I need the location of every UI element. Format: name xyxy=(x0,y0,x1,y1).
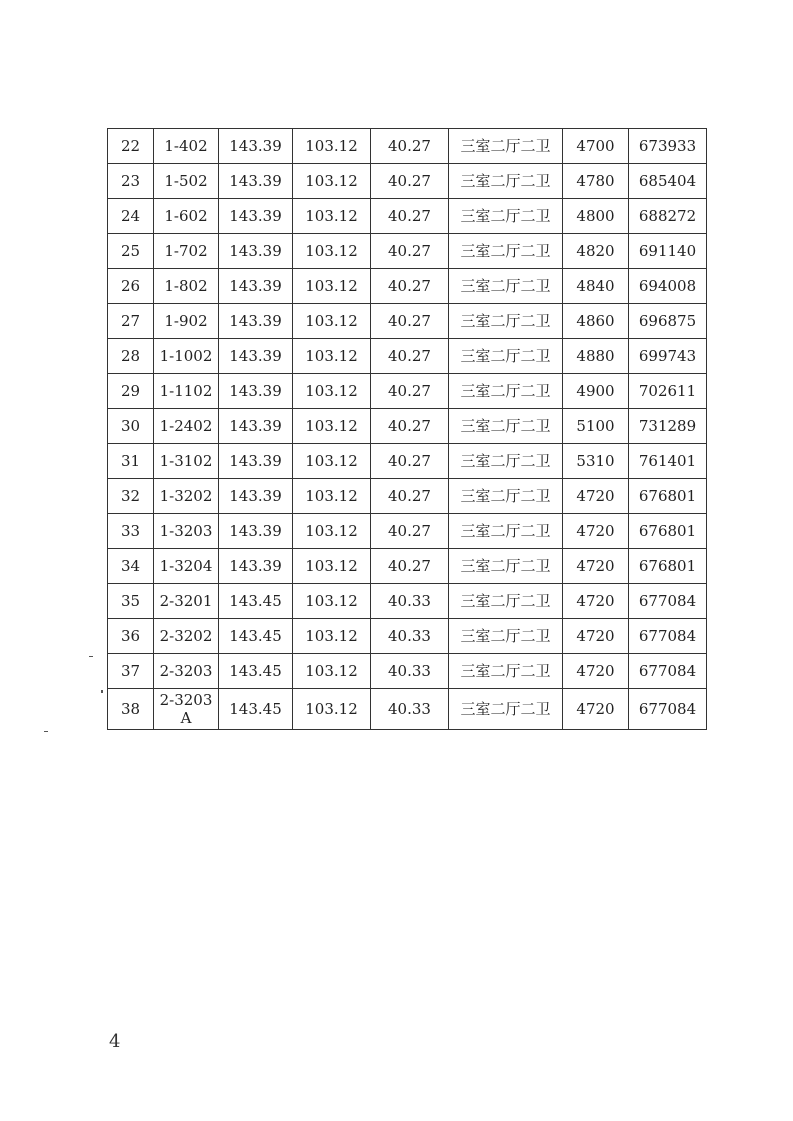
inner-area-cell: 103.12 xyxy=(293,129,371,164)
unit-price-cell: 4820 xyxy=(563,234,629,269)
inner-area-cell: 103.12 xyxy=(293,514,371,549)
unit-price-cell: 4720 xyxy=(563,549,629,584)
shared-area-cell: 40.27 xyxy=(371,199,449,234)
scan-speck xyxy=(44,731,48,732)
unit-cell: 1-3203 xyxy=(154,514,219,549)
building-area-cell: 143.45 xyxy=(219,654,293,689)
inner-area-cell: 103.12 xyxy=(293,374,371,409)
table-row xyxy=(108,234,707,269)
shared-area-cell: 40.27 xyxy=(371,304,449,339)
table-row xyxy=(108,584,707,619)
unit-price-cell: 4860 xyxy=(563,304,629,339)
layout-cell: 三室二厅二卫 xyxy=(449,269,563,304)
building-area-cell: 143.39 xyxy=(219,549,293,584)
layout-cell: 三室二厅二卫 xyxy=(449,584,563,619)
row-no-cell: 31 xyxy=(108,444,154,479)
total-price-cell: 676801 xyxy=(629,549,707,584)
total-price-cell: 676801 xyxy=(629,514,707,549)
building-area-cell: 143.39 xyxy=(219,444,293,479)
building-area-cell: 143.39 xyxy=(219,269,293,304)
building-area-cell: 143.45 xyxy=(219,619,293,654)
building-area-cell: 143.39 xyxy=(219,479,293,514)
building-area-cell: 143.39 xyxy=(219,234,293,269)
unit-cell: 2-3203 xyxy=(154,654,219,689)
total-price-cell: 673933 xyxy=(629,129,707,164)
shared-area-cell: 40.27 xyxy=(371,129,449,164)
table-row xyxy=(108,549,707,584)
building-area-cell: 143.39 xyxy=(219,339,293,374)
building-area-cell: 143.45 xyxy=(219,584,293,619)
unit-price-cell: 4780 xyxy=(563,164,629,199)
total-price-cell: 702611 xyxy=(629,374,707,409)
row-no-cell: 38 xyxy=(108,689,154,730)
inner-area-cell: 103.12 xyxy=(293,339,371,374)
row-no-cell: 32 xyxy=(108,479,154,514)
unit-cell: 2-3202 xyxy=(154,619,219,654)
unit-price-cell: 4720 xyxy=(563,654,629,689)
table-row xyxy=(108,619,707,654)
table-row xyxy=(108,654,707,689)
layout-cell: 三室二厅二卫 xyxy=(449,164,563,199)
inner-area-cell: 103.12 xyxy=(293,444,371,479)
unit-cell: 2-3201 xyxy=(154,584,219,619)
inner-area-cell: 103.12 xyxy=(293,689,371,730)
unit-cell: 1-3102 xyxy=(154,444,219,479)
table-row xyxy=(108,339,707,374)
unit-price-cell: 4720 xyxy=(563,689,629,730)
table-row xyxy=(108,479,707,514)
row-no-cell: 24 xyxy=(108,199,154,234)
building-area-cell: 143.39 xyxy=(219,304,293,339)
unit-price-cell: 5310 xyxy=(563,444,629,479)
unit-price-cell: 4900 xyxy=(563,374,629,409)
row-no-cell: 26 xyxy=(108,269,154,304)
unit-price-cell: 5100 xyxy=(563,409,629,444)
shared-area-cell: 40.27 xyxy=(371,514,449,549)
inner-area-cell: 103.12 xyxy=(293,584,371,619)
total-price-cell: 677084 xyxy=(629,689,707,730)
shared-area-cell: 40.27 xyxy=(371,549,449,584)
building-area-cell: 143.39 xyxy=(219,514,293,549)
building-area-cell: 143.39 xyxy=(219,129,293,164)
layout-cell: 三室二厅二卫 xyxy=(449,654,563,689)
unit-price-cell: 4720 xyxy=(563,479,629,514)
inner-area-cell: 103.12 xyxy=(293,409,371,444)
layout-cell: 三室二厅二卫 xyxy=(449,444,563,479)
unit-price-cell: 4880 xyxy=(563,339,629,374)
unit-cell: 1-1002 xyxy=(154,339,219,374)
total-price-cell: 688272 xyxy=(629,199,707,234)
table-row xyxy=(108,164,707,199)
row-no-cell: 36 xyxy=(108,619,154,654)
total-price-cell: 761401 xyxy=(629,444,707,479)
total-price-cell: 696875 xyxy=(629,304,707,339)
unit-cell: 1-802 xyxy=(154,269,219,304)
building-area-cell: 143.45 xyxy=(219,689,293,730)
table-row xyxy=(108,304,707,339)
table-row xyxy=(108,374,707,409)
unit-cell: 1-3202 xyxy=(154,479,219,514)
building-area-cell: 143.39 xyxy=(219,374,293,409)
unit-price-cell: 4800 xyxy=(563,199,629,234)
layout-cell: 三室二厅二卫 xyxy=(449,129,563,164)
unit-price-cell: 4720 xyxy=(563,619,629,654)
row-no-cell: 28 xyxy=(108,339,154,374)
table-row xyxy=(108,129,707,164)
layout-cell: 三室二厅二卫 xyxy=(449,234,563,269)
inner-area-cell: 103.12 xyxy=(293,619,371,654)
total-price-cell: 676801 xyxy=(629,479,707,514)
shared-area-cell: 40.33 xyxy=(371,619,449,654)
total-price-cell: 694008 xyxy=(629,269,707,304)
total-price-cell: 677084 xyxy=(629,584,707,619)
total-price-cell: 731289 xyxy=(629,409,707,444)
unit-price-cell: 4720 xyxy=(563,514,629,549)
inner-area-cell: 103.12 xyxy=(293,164,371,199)
unit-cell: 1-3204 xyxy=(154,549,219,584)
total-price-cell: 685404 xyxy=(629,164,707,199)
total-price-cell: 677084 xyxy=(629,654,707,689)
inner-area-cell: 103.12 xyxy=(293,234,371,269)
row-no-cell: 35 xyxy=(108,584,154,619)
total-price-cell: 677084 xyxy=(629,619,707,654)
row-no-cell: 27 xyxy=(108,304,154,339)
table-row xyxy=(108,514,707,549)
table-row xyxy=(108,199,707,234)
layout-cell: 三室二厅二卫 xyxy=(449,514,563,549)
row-no-cell: 29 xyxy=(108,374,154,409)
row-no-cell: 23 xyxy=(108,164,154,199)
unit-cell: 1-702 xyxy=(154,234,219,269)
layout-cell: 三室二厅二卫 xyxy=(449,689,563,730)
shared-area-cell: 40.27 xyxy=(371,339,449,374)
unit-cell: 1-602 xyxy=(154,199,219,234)
shared-area-cell: 40.27 xyxy=(371,374,449,409)
page-number: 4 xyxy=(109,1031,121,1052)
layout-cell: 三室二厅二卫 xyxy=(449,409,563,444)
shared-area-cell: 40.27 xyxy=(371,234,449,269)
unit-cell: 1-502 xyxy=(154,164,219,199)
unit-cell: 1-402 xyxy=(154,129,219,164)
total-price-cell: 691140 xyxy=(629,234,707,269)
unit-price-cell: 4700 xyxy=(563,129,629,164)
unit-cell: 1-902 xyxy=(154,304,219,339)
shared-area-cell: 40.27 xyxy=(371,164,449,199)
row-no-cell: 25 xyxy=(108,234,154,269)
inner-area-cell: 103.12 xyxy=(293,199,371,234)
scan-speck xyxy=(101,690,103,693)
table-row xyxy=(108,409,707,444)
shared-area-cell: 40.27 xyxy=(371,409,449,444)
shared-area-cell: 40.33 xyxy=(371,654,449,689)
shared-area-cell: 40.27 xyxy=(371,444,449,479)
layout-cell: 三室二厅二卫 xyxy=(449,374,563,409)
layout-cell: 三室二厅二卫 xyxy=(449,199,563,234)
listing-table-body xyxy=(108,129,707,730)
inner-area-cell: 103.12 xyxy=(293,304,371,339)
row-no-cell: 22 xyxy=(108,129,154,164)
building-area-cell: 143.39 xyxy=(219,164,293,199)
building-area-cell: 143.39 xyxy=(219,409,293,444)
inner-area-cell: 103.12 xyxy=(293,549,371,584)
shared-area-cell: 40.33 xyxy=(371,689,449,730)
layout-cell: 三室二厅二卫 xyxy=(449,479,563,514)
layout-cell: 三室二厅二卫 xyxy=(449,549,563,584)
layout-cell: 三室二厅二卫 xyxy=(449,304,563,339)
table-row xyxy=(108,689,707,730)
shared-area-cell: 40.27 xyxy=(371,479,449,514)
table-row xyxy=(108,444,707,479)
scan-speck xyxy=(89,656,93,657)
unit-price-cell: 4720 xyxy=(563,584,629,619)
row-no-cell: 37 xyxy=(108,654,154,689)
unit-price-cell: 4840 xyxy=(563,269,629,304)
total-price-cell: 699743 xyxy=(629,339,707,374)
unit-cell: 1-2402 xyxy=(154,409,219,444)
inner-area-cell: 103.12 xyxy=(293,269,371,304)
shared-area-cell: 40.33 xyxy=(371,584,449,619)
unit-cell: 2-3203 A xyxy=(154,689,219,730)
layout-cell: 三室二厅二卫 xyxy=(449,339,563,374)
row-no-cell: 34 xyxy=(108,549,154,584)
building-area-cell: 143.39 xyxy=(219,199,293,234)
row-no-cell: 30 xyxy=(108,409,154,444)
inner-area-cell: 103.12 xyxy=(293,479,371,514)
listing-table xyxy=(107,128,707,730)
inner-area-cell: 103.12 xyxy=(293,654,371,689)
unit-cell: 1-1102 xyxy=(154,374,219,409)
row-no-cell: 33 xyxy=(108,514,154,549)
layout-cell: 三室二厅二卫 xyxy=(449,619,563,654)
shared-area-cell: 40.27 xyxy=(371,269,449,304)
table-row xyxy=(108,269,707,304)
